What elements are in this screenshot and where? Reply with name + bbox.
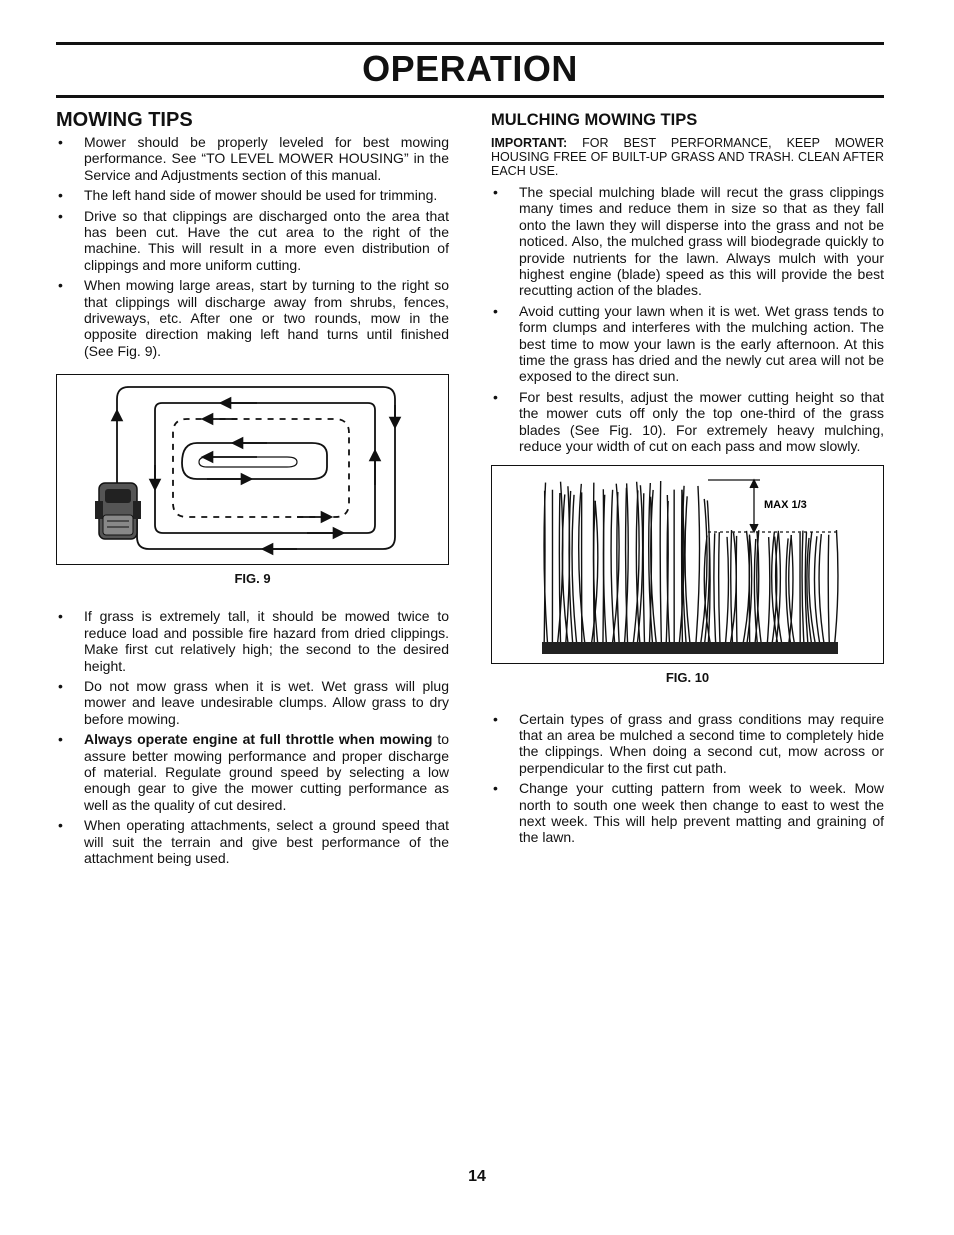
list-item: • Mower should be properly leveled for best mowing performance. See “TO LEVEL MOWER HOUSING” in the Service and Adjustments section of this manual. <box>56 134 449 183</box>
page-number: 14 <box>468 1168 486 1185</box>
grass-blade <box>685 496 691 652</box>
list-item: • When mowing large areas, start by turning to the right so that clippings will discharge away from shrubs, fences, driveways, etc. After one or two rounds, mow in the opposite direction making left hand turns until finished (See Fig. 9). <box>56 277 449 359</box>
header-rule-bottom <box>56 95 884 98</box>
list-item: • When operating attachments, select a ground speed that will suit the terrain and give best performance of the attachment being used. <box>56 817 449 866</box>
bold-warning-text: Always operate engine at full throttle when mowing <box>84 731 433 748</box>
grass-blade <box>802 530 804 651</box>
figure-10-caption: FIG. 10 <box>665 669 710 685</box>
mulching-tips-list <box>491 184 884 455</box>
list-item: • Drive so that clippings are discharged onto the area that has been cut. Have the cut area to the right of the machine. This will result in a more even distribution of clippings and more uniform cutting. <box>56 208 449 274</box>
important-text: FOR BEST PERFORMANCE, KEEP MOWER HOUSING FREE OF BUILT-UP GRASS AND TRASH. CLEAN AFTER EACH USE. <box>491 136 884 178</box>
mowing-tips-list <box>56 134 449 359</box>
figure-9-caption: FIG. 9 <box>234 571 271 587</box>
lawn-mower-icon <box>95 483 141 539</box>
grass-blade <box>819 534 825 652</box>
grass-blade <box>572 494 578 651</box>
grass-blade <box>559 492 560 651</box>
ground-base <box>542 642 838 654</box>
grass-blade <box>757 530 763 652</box>
grass-blade <box>660 481 661 652</box>
mulching-tips-list-continued <box>491 711 884 846</box>
grass-blade <box>731 530 733 652</box>
list-item: • Change your cutting pattern from week to week. Mow north to south one week then change to east to west the next week. This will help prevent matting and graining of the lawn. <box>491 780 884 846</box>
grass-height-diagram <box>492 466 882 662</box>
grass-blade <box>603 494 607 651</box>
grass-blade <box>695 485 699 651</box>
grass-blade <box>562 494 569 652</box>
page-title: OPERATION <box>362 48 578 89</box>
figure-10-grass-height <box>491 465 884 664</box>
list-item: • Avoid cutting your lawn when it is wet. Wet grass tends to form clumps and interferes with the mulching action. The best time to mow your lawn is the early afternoon. At this time the grass has dried and the newly cut area will not be exposed to the direct sun. <box>491 303 884 385</box>
important-label: IMPORTANT: <box>491 136 568 150</box>
list-item: • For best results, adjust the mower cutting height so that the mower cuts off only the top one-third of the grass blades (See Fig. 10). For extremely heavy mulching, reduce your width of cut on each pass and mow slowly. <box>491 389 884 455</box>
grass-blade <box>725 536 729 651</box>
grass-blade <box>643 493 645 652</box>
important-notice <box>491 136 884 178</box>
grass-blade <box>714 533 716 652</box>
mowing-tips-heading: MOWING TIPS <box>56 109 193 131</box>
list-item: • If grass is extremely tall, it should be mowed twice to reduce load and possible fire hazard from dried clippings. Make first cut relatively high; the second to the desired height. <box>56 608 449 674</box>
list-item: • The left hand side of mower should be used for trimming. <box>56 187 449 203</box>
grass-blade <box>828 534 829 651</box>
mulching-tips-heading: MULCHING MOWING TIPS <box>491 111 698 129</box>
list-item: • Certain types of grass and grass conditions may require that an area be mulched a second time to completely hide the clippings. When doing a second cut, mow across or perpendicular to the first cut path. <box>491 711 884 777</box>
mowing-tips-list-continued <box>56 608 449 866</box>
warning-text-rest: to assure better mowing performance and proper discharge of material. Regulate ground speed by selecting a low enough gear to give the mower cutting performance as well as the quality of cut desired. <box>84 731 449 813</box>
list-item: • The special mulching blade will recut the grass clippings many times and reduce them in size so that as they fall onto the lawn they will disperse into the grass and not be noticed. Also, the mulched grass will biodegrade quickly to provide nutrients for the lawn. Always mulch with your highest engine (blade) speed as this will provide the best recutting action of the blades. <box>491 184 884 299</box>
right-column <box>491 108 884 850</box>
left-column <box>56 108 449 870</box>
grass-blade <box>719 532 721 652</box>
figure-9-mowing-pattern <box>56 374 449 565</box>
header-rule-top <box>56 42 884 45</box>
grass-blade <box>736 535 737 651</box>
grass-blade <box>749 535 750 651</box>
grass-blade <box>767 537 770 652</box>
max-one-third-label: MAX 1/3 <box>764 498 807 511</box>
mowing-pattern-diagram <box>57 375 447 563</box>
list-item: • Do not mow grass when it is wet. Wet grass will plug mower and leave undesirable clumps. Allow grass to dry before mowing. <box>56 678 449 727</box>
list-item <box>56 731 449 813</box>
grass-blade <box>834 530 838 652</box>
